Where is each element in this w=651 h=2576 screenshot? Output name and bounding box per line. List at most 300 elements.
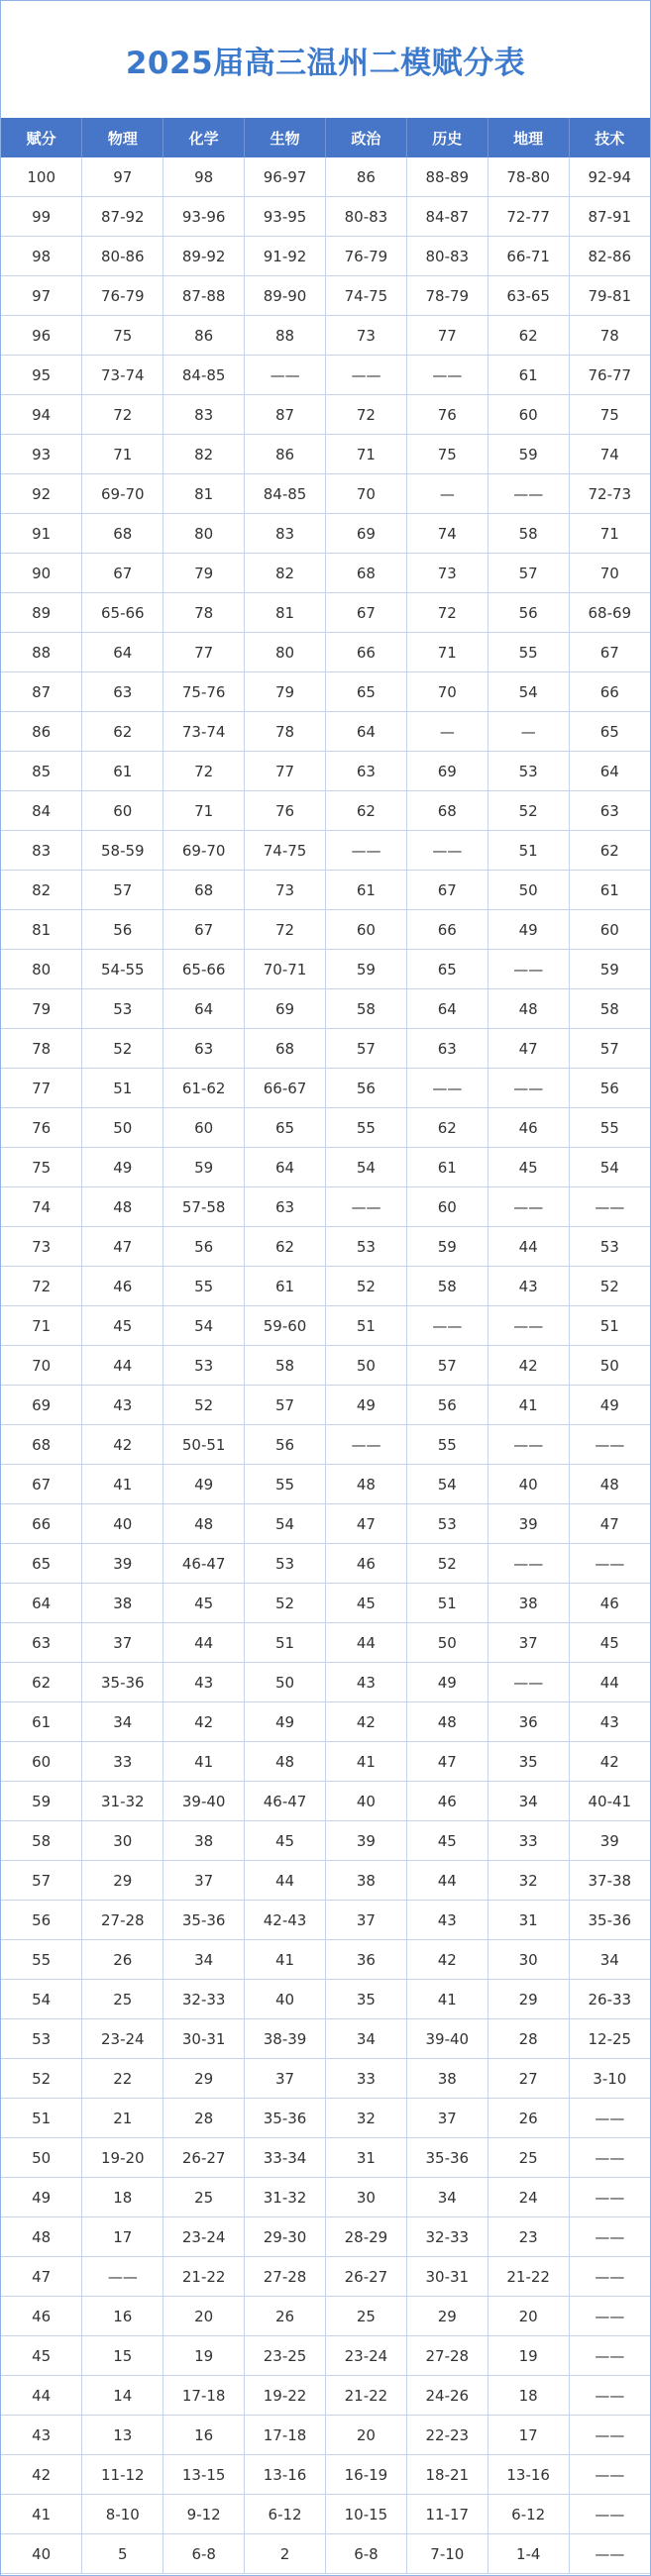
range-cell: 8-10 xyxy=(82,2495,163,2534)
range-cell: 76-77 xyxy=(569,356,650,395)
range-cell: 74 xyxy=(406,514,488,554)
table-row xyxy=(1,1465,650,1504)
range-cell: —— xyxy=(569,2138,650,2178)
range-cell: 55 xyxy=(569,1108,650,1148)
table-row xyxy=(1,2178,650,2217)
range-cell: 37 xyxy=(82,1623,163,1663)
range-cell: 58 xyxy=(488,514,569,554)
range-cell: 65 xyxy=(326,672,407,712)
range-cell: 34 xyxy=(569,1940,650,1980)
range-cell: —— xyxy=(488,1544,569,1584)
column-header: 政治 xyxy=(326,118,407,157)
range-cell: 59 xyxy=(488,435,569,474)
range-cell: 17 xyxy=(488,2416,569,2455)
table-row xyxy=(1,1980,650,2019)
range-cell: 58 xyxy=(406,1267,488,1306)
range-cell: 41 xyxy=(163,1742,245,1782)
score-cell: 84 xyxy=(1,791,82,831)
table-row xyxy=(1,356,650,395)
range-cell: 41 xyxy=(245,1940,326,1980)
range-cell: 64 xyxy=(245,1148,326,1187)
table-row xyxy=(1,197,650,237)
range-cell: 34 xyxy=(488,1782,569,1821)
range-cell: 54 xyxy=(163,1306,245,1346)
range-cell: 6-12 xyxy=(245,2495,326,2534)
range-cell: 41 xyxy=(488,1386,569,1425)
range-cell: 60 xyxy=(569,910,650,950)
range-cell: 44 xyxy=(488,1227,569,1267)
range-cell: 54 xyxy=(488,672,569,712)
score-cell: 47 xyxy=(1,2257,82,2297)
score-cell: 40 xyxy=(1,2534,82,2574)
range-cell: 43 xyxy=(326,1663,407,1702)
range-cell: 32-33 xyxy=(163,1980,245,2019)
header-row xyxy=(1,118,650,157)
range-cell: 15 xyxy=(82,2336,163,2376)
range-cell: 39 xyxy=(326,1821,407,1861)
range-cell: —— xyxy=(326,831,407,871)
score-cell: 61 xyxy=(1,1702,82,1742)
range-cell: 52 xyxy=(406,1544,488,1584)
table-row xyxy=(1,1187,650,1227)
range-cell: 23-24 xyxy=(326,2336,407,2376)
score-cell: 51 xyxy=(1,2099,82,2138)
range-cell: 54 xyxy=(245,1504,326,1544)
range-cell: 64 xyxy=(82,633,163,672)
range-cell: 76-79 xyxy=(82,276,163,316)
table-row xyxy=(1,2376,650,2416)
score-cell: 78 xyxy=(1,1029,82,1069)
table-row xyxy=(1,2217,650,2257)
range-cell: —— xyxy=(569,2217,650,2257)
table-row xyxy=(1,435,650,474)
score-cell: 46 xyxy=(1,2297,82,2336)
range-cell: 52 xyxy=(82,1029,163,1069)
range-cell: 68 xyxy=(163,871,245,910)
score-cell: 67 xyxy=(1,1465,82,1504)
range-cell: 65 xyxy=(569,712,650,752)
range-cell: 63 xyxy=(163,1029,245,1069)
range-cell: 48 xyxy=(406,1702,488,1742)
range-cell: 25 xyxy=(163,2178,245,2217)
range-cell: 25 xyxy=(326,2297,407,2336)
range-cell: 63 xyxy=(82,672,163,712)
range-cell: 57 xyxy=(488,554,569,593)
table-row xyxy=(1,672,650,712)
range-cell: 33 xyxy=(82,1742,163,1782)
range-cell: —— xyxy=(569,2376,650,2416)
range-cell: 47 xyxy=(406,1742,488,1782)
range-cell: 60 xyxy=(326,910,407,950)
score-cell: 91 xyxy=(1,514,82,554)
table-row xyxy=(1,1782,650,1821)
range-cell: 91-92 xyxy=(245,237,326,276)
range-cell: 20 xyxy=(488,2297,569,2336)
range-cell: 44 xyxy=(326,1623,407,1663)
column-header: 物理 xyxy=(82,118,163,157)
range-cell: 31-32 xyxy=(82,1782,163,1821)
range-cell: —— xyxy=(569,1425,650,1465)
range-cell: 31-32 xyxy=(245,2178,326,2217)
range-cell: —— xyxy=(569,1187,650,1227)
range-cell: —— xyxy=(569,1544,650,1584)
range-cell: 31 xyxy=(488,1901,569,1940)
range-cell: 45 xyxy=(488,1148,569,1187)
range-cell: —— xyxy=(326,1187,407,1227)
score-cell: 64 xyxy=(1,1584,82,1623)
range-cell: 62 xyxy=(245,1227,326,1267)
table-row xyxy=(1,1544,650,1584)
range-cell: 49 xyxy=(406,1663,488,1702)
range-cell: 38 xyxy=(326,1861,407,1901)
range-cell: 11-17 xyxy=(406,2495,488,2534)
range-cell: 30 xyxy=(82,1821,163,1861)
range-cell: 53 xyxy=(406,1504,488,1544)
range-cell: 36 xyxy=(326,1940,407,1980)
range-cell: 53 xyxy=(163,1346,245,1386)
column-header: 地理 xyxy=(488,118,569,157)
range-cell: 44 xyxy=(163,1623,245,1663)
score-cell: 81 xyxy=(1,910,82,950)
range-cell: 44 xyxy=(406,1861,488,1901)
score-cell: 68 xyxy=(1,1425,82,1465)
range-cell: 35-36 xyxy=(406,2138,488,2178)
range-cell: 49 xyxy=(245,1702,326,1742)
range-cell: 73 xyxy=(406,554,488,593)
range-cell: 16-19 xyxy=(326,2455,407,2495)
range-cell: 18 xyxy=(488,2376,569,2416)
range-cell: 70 xyxy=(406,672,488,712)
table-row xyxy=(1,1029,650,1069)
range-cell: 78-80 xyxy=(488,157,569,197)
range-cell: 53 xyxy=(245,1544,326,1584)
range-cell: 52 xyxy=(569,1267,650,1306)
range-cell: 96-97 xyxy=(245,157,326,197)
score-cell: 90 xyxy=(1,554,82,593)
range-cell: 56 xyxy=(569,1069,650,1108)
range-cell: 78 xyxy=(245,712,326,752)
range-cell: 72-73 xyxy=(569,474,650,514)
score-conversion-table xyxy=(1,118,650,2574)
range-cell: 22 xyxy=(82,2059,163,2099)
range-cell: 19 xyxy=(488,2336,569,2376)
range-cell: 35-36 xyxy=(569,1901,650,1940)
range-cell: 26-27 xyxy=(163,2138,245,2178)
range-cell: 42 xyxy=(163,1702,245,1742)
range-cell: 50 xyxy=(82,1108,163,1148)
range-cell: 47 xyxy=(326,1504,407,1544)
range-cell: 57 xyxy=(245,1386,326,1425)
range-cell: 56 xyxy=(245,1425,326,1465)
range-cell: 71 xyxy=(326,435,407,474)
range-cell: 35-36 xyxy=(82,1663,163,1702)
range-cell: 93-95 xyxy=(245,197,326,237)
table-row xyxy=(1,1901,650,1940)
range-cell: 24 xyxy=(488,2178,569,2217)
range-cell: 63 xyxy=(406,1029,488,1069)
range-cell: 88-89 xyxy=(406,157,488,197)
range-cell: 39 xyxy=(488,1504,569,1544)
range-cell: 62 xyxy=(488,316,569,356)
range-cell: 19-20 xyxy=(82,2138,163,2178)
range-cell: — xyxy=(406,474,488,514)
range-cell: 72-77 xyxy=(488,197,569,237)
range-cell: 57 xyxy=(569,1029,650,1069)
score-cell: 52 xyxy=(1,2059,82,2099)
range-cell: 20 xyxy=(326,2416,407,2455)
range-cell: 79 xyxy=(163,554,245,593)
range-cell: 52 xyxy=(163,1386,245,1425)
range-cell: 29 xyxy=(82,1861,163,1901)
range-cell: 29-30 xyxy=(245,2217,326,2257)
range-cell: 65 xyxy=(406,950,488,989)
range-cell: 42 xyxy=(569,1742,650,1782)
range-cell: 59 xyxy=(326,950,407,989)
range-cell: 58 xyxy=(569,989,650,1029)
range-cell: 73 xyxy=(245,871,326,910)
range-cell: 34 xyxy=(82,1702,163,1742)
range-cell: 35-36 xyxy=(245,2099,326,2138)
range-cell: 57 xyxy=(326,1029,407,1069)
range-cell: 89-92 xyxy=(163,237,245,276)
score-cell: 53 xyxy=(1,2019,82,2059)
range-cell: — xyxy=(488,712,569,752)
range-cell: 54 xyxy=(569,1148,650,1187)
range-cell: 19 xyxy=(163,2336,245,2376)
range-cell: 42 xyxy=(326,1702,407,1742)
range-cell: 82 xyxy=(245,554,326,593)
range-cell: 66 xyxy=(569,672,650,712)
range-cell: 66 xyxy=(326,633,407,672)
score-cell: 62 xyxy=(1,1663,82,1702)
range-cell: 53 xyxy=(326,1227,407,1267)
range-cell: 46-47 xyxy=(245,1782,326,1821)
range-cell: —— xyxy=(82,2257,163,2297)
range-cell: 61-62 xyxy=(163,1069,245,1108)
range-cell: 51 xyxy=(326,1306,407,1346)
score-cell: 50 xyxy=(1,2138,82,2178)
range-cell: 47 xyxy=(82,1227,163,1267)
range-cell: 26 xyxy=(82,1940,163,1980)
table-row xyxy=(1,1386,650,1425)
range-cell: 40-41 xyxy=(569,1782,650,1821)
range-cell: 16 xyxy=(163,2416,245,2455)
range-cell: 74-75 xyxy=(326,276,407,316)
range-cell: 5 xyxy=(82,2534,163,2574)
range-cell: 14 xyxy=(82,2376,163,2416)
range-cell: 25 xyxy=(82,1980,163,2019)
table-row xyxy=(1,276,650,316)
range-cell: —— xyxy=(488,1663,569,1702)
table-body xyxy=(1,157,650,2574)
range-cell: 65-66 xyxy=(163,950,245,989)
range-cell: 69-70 xyxy=(163,831,245,871)
score-cell: 97 xyxy=(1,276,82,316)
range-cell: 88 xyxy=(245,316,326,356)
range-cell: 37-38 xyxy=(569,1861,650,1901)
range-cell: 45 xyxy=(406,1821,488,1861)
range-cell: 73-74 xyxy=(82,356,163,395)
range-cell: 61 xyxy=(82,752,163,791)
table-row xyxy=(1,831,650,871)
range-cell: 6-12 xyxy=(488,2495,569,2534)
table-row xyxy=(1,2019,650,2059)
range-cell: 68-69 xyxy=(569,593,650,633)
range-cell: 55 xyxy=(163,1267,245,1306)
score-cell: 96 xyxy=(1,316,82,356)
range-cell: 11-12 xyxy=(82,2455,163,2495)
range-cell: 18 xyxy=(82,2178,163,2217)
score-cell: 54 xyxy=(1,1980,82,2019)
score-cell: 75 xyxy=(1,1148,82,1187)
table-row xyxy=(1,2059,650,2099)
range-cell: 46 xyxy=(326,1544,407,1584)
range-cell: 23 xyxy=(488,2217,569,2257)
range-cell: 67 xyxy=(569,633,650,672)
range-cell: 45 xyxy=(163,1584,245,1623)
range-cell: 18-21 xyxy=(406,2455,488,2495)
table-row xyxy=(1,1108,650,1148)
range-cell: 82 xyxy=(163,435,245,474)
table-row xyxy=(1,2138,650,2178)
range-cell: 62 xyxy=(82,712,163,752)
range-cell: 83 xyxy=(245,514,326,554)
range-cell: 72 xyxy=(163,752,245,791)
score-cell: 82 xyxy=(1,871,82,910)
range-cell: 67 xyxy=(406,871,488,910)
range-cell: 63 xyxy=(326,752,407,791)
range-cell: 87 xyxy=(245,395,326,435)
range-cell: 23-25 xyxy=(245,2336,326,2376)
range-cell: 69 xyxy=(245,989,326,1029)
range-cell: 54 xyxy=(326,1148,407,1187)
table-row xyxy=(1,395,650,435)
range-cell: 93-96 xyxy=(163,197,245,237)
range-cell: —— xyxy=(569,2178,650,2217)
range-cell: 79-81 xyxy=(569,276,650,316)
range-cell: 32-33 xyxy=(406,2217,488,2257)
range-cell: 34 xyxy=(163,1940,245,1980)
range-cell: 69 xyxy=(326,514,407,554)
table-row xyxy=(1,1623,650,1663)
range-cell: 66-67 xyxy=(245,1069,326,1108)
range-cell: 17-18 xyxy=(163,2376,245,2416)
range-cell: 44 xyxy=(245,1861,326,1901)
range-cell: 61 xyxy=(488,356,569,395)
range-cell: 59-60 xyxy=(245,1306,326,1346)
range-cell: —— xyxy=(326,356,407,395)
range-cell: —— xyxy=(406,831,488,871)
score-cell: 72 xyxy=(1,1267,82,1306)
table-row xyxy=(1,2416,650,2455)
range-cell: 70 xyxy=(569,554,650,593)
range-cell: 36 xyxy=(488,1702,569,1742)
score-cell: 60 xyxy=(1,1742,82,1782)
score-cell: 71 xyxy=(1,1306,82,1346)
range-cell: 48 xyxy=(569,1465,650,1504)
score-cell: 70 xyxy=(1,1346,82,1386)
range-cell: 40 xyxy=(488,1465,569,1504)
range-cell: 72 xyxy=(406,593,488,633)
range-cell: 29 xyxy=(163,2059,245,2099)
range-cell: 70 xyxy=(326,474,407,514)
range-cell: 13-16 xyxy=(245,2455,326,2495)
table-row xyxy=(1,1306,650,1346)
range-cell: 26-33 xyxy=(569,1980,650,2019)
range-cell: 97 xyxy=(82,157,163,197)
range-cell: —— xyxy=(569,2534,650,2574)
table-row xyxy=(1,1267,650,1306)
table-row xyxy=(1,910,650,950)
range-cell: 32 xyxy=(488,1861,569,1901)
range-cell: 56 xyxy=(163,1227,245,1267)
range-cell: 45 xyxy=(82,1306,163,1346)
table-row xyxy=(1,1346,650,1386)
range-cell: 21-22 xyxy=(326,2376,407,2416)
range-cell: 39 xyxy=(569,1821,650,1861)
range-cell: 53 xyxy=(82,989,163,1029)
range-cell: —— xyxy=(406,1069,488,1108)
score-cell: 86 xyxy=(1,712,82,752)
range-cell: 21-22 xyxy=(163,2257,245,2297)
range-cell: —— xyxy=(488,1187,569,1227)
range-cell: 50 xyxy=(406,1623,488,1663)
range-cell: 40 xyxy=(326,1782,407,1821)
range-cell: 13-16 xyxy=(488,2455,569,2495)
table-row xyxy=(1,2534,650,2574)
table-row xyxy=(1,2257,650,2297)
range-cell: 73 xyxy=(326,316,407,356)
range-cell: 52 xyxy=(488,791,569,831)
table-row xyxy=(1,1069,650,1108)
range-cell: 25 xyxy=(488,2138,569,2178)
range-cell: 47 xyxy=(569,1504,650,1544)
range-cell: 13 xyxy=(82,2416,163,2455)
range-cell: 37 xyxy=(406,2099,488,2138)
range-cell: 30 xyxy=(326,2178,407,2217)
range-cell: 76 xyxy=(406,395,488,435)
range-cell: 30-31 xyxy=(163,2019,245,2059)
range-cell: 67 xyxy=(163,910,245,950)
score-cell: 80 xyxy=(1,950,82,989)
table-row xyxy=(1,950,650,989)
range-cell: 12-25 xyxy=(569,2019,650,2059)
table-row xyxy=(1,871,650,910)
range-cell: 20 xyxy=(163,2297,245,2336)
range-cell: 48 xyxy=(326,1465,407,1504)
range-cell: 39 xyxy=(82,1544,163,1584)
range-cell: 80-83 xyxy=(326,197,407,237)
table-row xyxy=(1,316,650,356)
range-cell: 51 xyxy=(569,1306,650,1346)
range-cell: 59 xyxy=(569,950,650,989)
score-cell: 73 xyxy=(1,1227,82,1267)
table-row xyxy=(1,2099,650,2138)
range-cell: 34 xyxy=(406,2178,488,2217)
range-cell: 64 xyxy=(569,752,650,791)
range-cell: 21 xyxy=(82,2099,163,2138)
range-cell: 67 xyxy=(82,554,163,593)
range-cell: 35 xyxy=(488,1742,569,1782)
range-cell: 78 xyxy=(163,593,245,633)
range-cell: 59 xyxy=(163,1148,245,1187)
score-cell: 92 xyxy=(1,474,82,514)
range-cell: 33 xyxy=(488,1821,569,1861)
column-header: 生物 xyxy=(245,118,326,157)
range-cell: —— xyxy=(569,2495,650,2534)
range-cell: 65-66 xyxy=(82,593,163,633)
range-cell: 86 xyxy=(245,435,326,474)
